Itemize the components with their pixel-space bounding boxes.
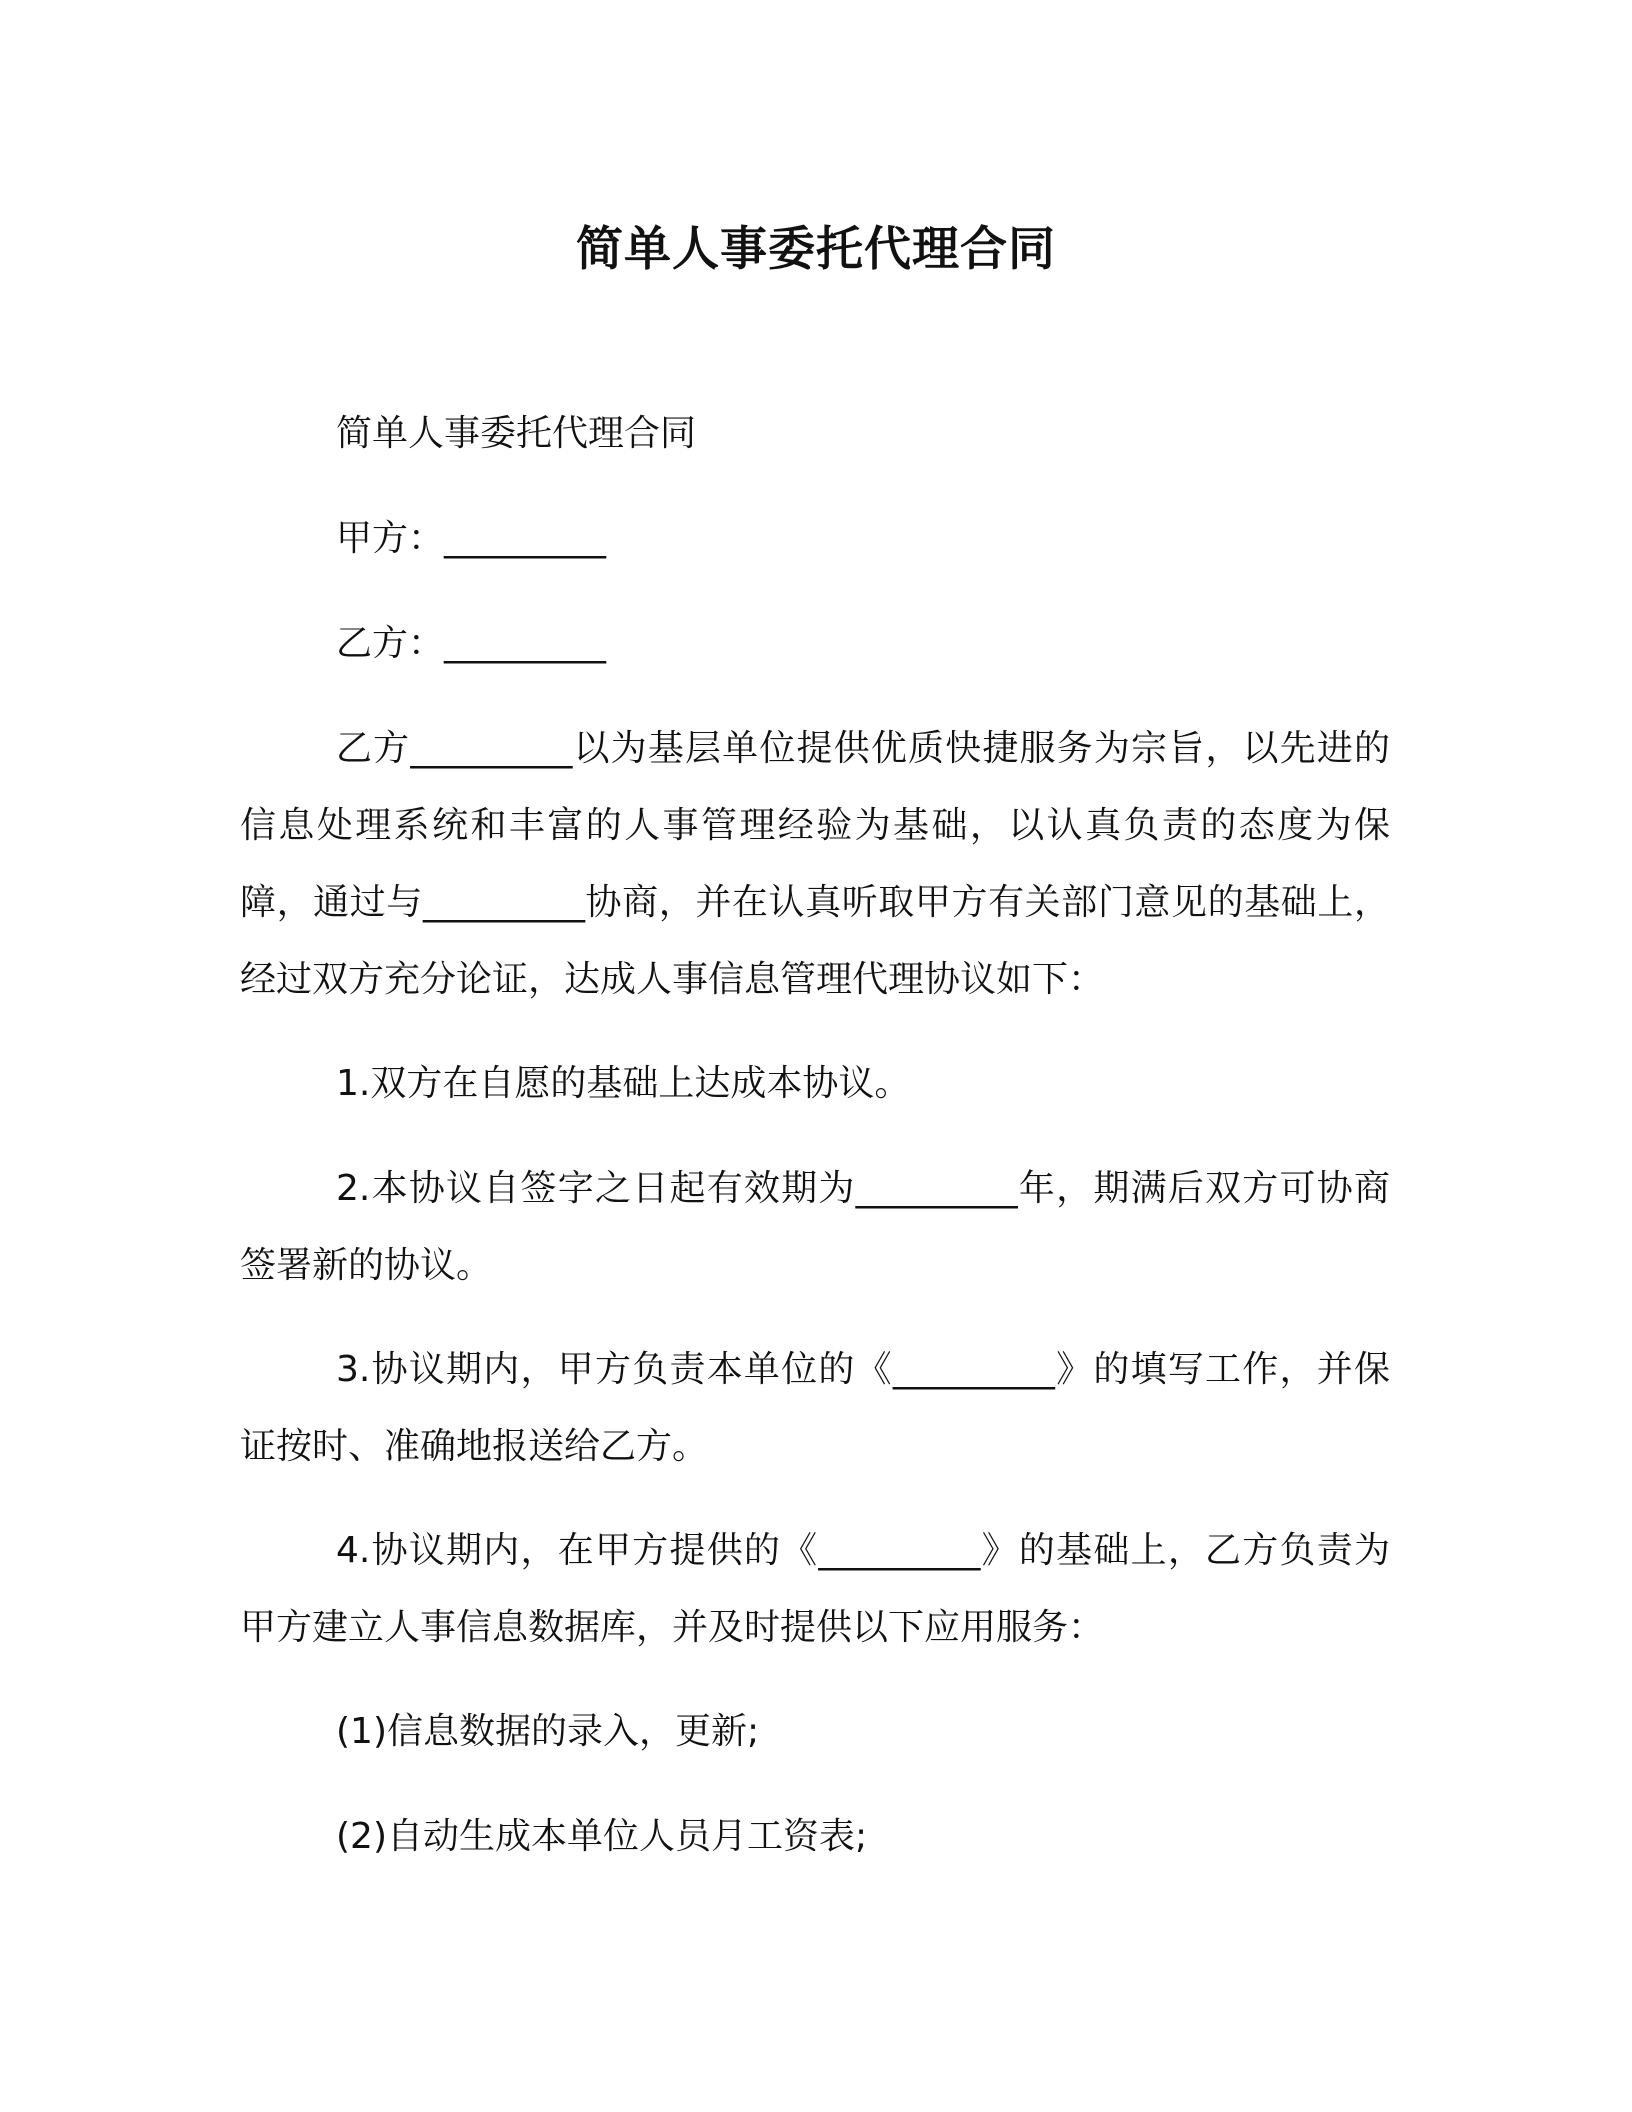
paragraph-clause-3: 3.协议期内，甲方负责本单位的《_________》的填写工作，并保证按时、准确地报送给乙方。 — [240, 1349, 1390, 1467]
paragraph-preamble: 乙方_________以为基层单位提供优质快捷服务为宗旨，以先进的信息处理系统和丰富的人事管理经验为基础，以认真负责的态度为保障，通过与_________协商，并在认真听取甲方有关部门意见的基础上，经过双方充分论证，达成人事信息管理代理协议如下： — [240, 728, 1390, 1000]
document-title: 简单人事委托代理合同 — [576, 222, 1056, 277]
paragraph-clause-4: 4.协议期内，在甲方提供的《_________》的基础上，乙方负责为甲方建立人事信息数据库，并及时提供以下应用服务： — [240, 1530, 1390, 1648]
paragraph-item-2: (2)自动生成本单位人员月工资表; — [336, 1816, 868, 1857]
paragraph-party-a: 甲方：_________ — [336, 518, 607, 559]
document-body — [240, 395, 1390, 1903]
paragraph-clause-2: 2.本协议自签字之日起有效期为_________年，期满后双方可协商签署新的协议。 — [240, 1168, 1390, 1286]
paragraph-subtitle: 简单人事委托代理合同 — [336, 413, 697, 454]
paragraph-clause-1: 1.双方在自愿的基础上达成本协议。 — [336, 1063, 911, 1104]
paragraph-item-1: (1)信息数据的录入，更新; — [336, 1711, 760, 1752]
paragraph-party-b: 乙方：_________ — [336, 623, 607, 664]
